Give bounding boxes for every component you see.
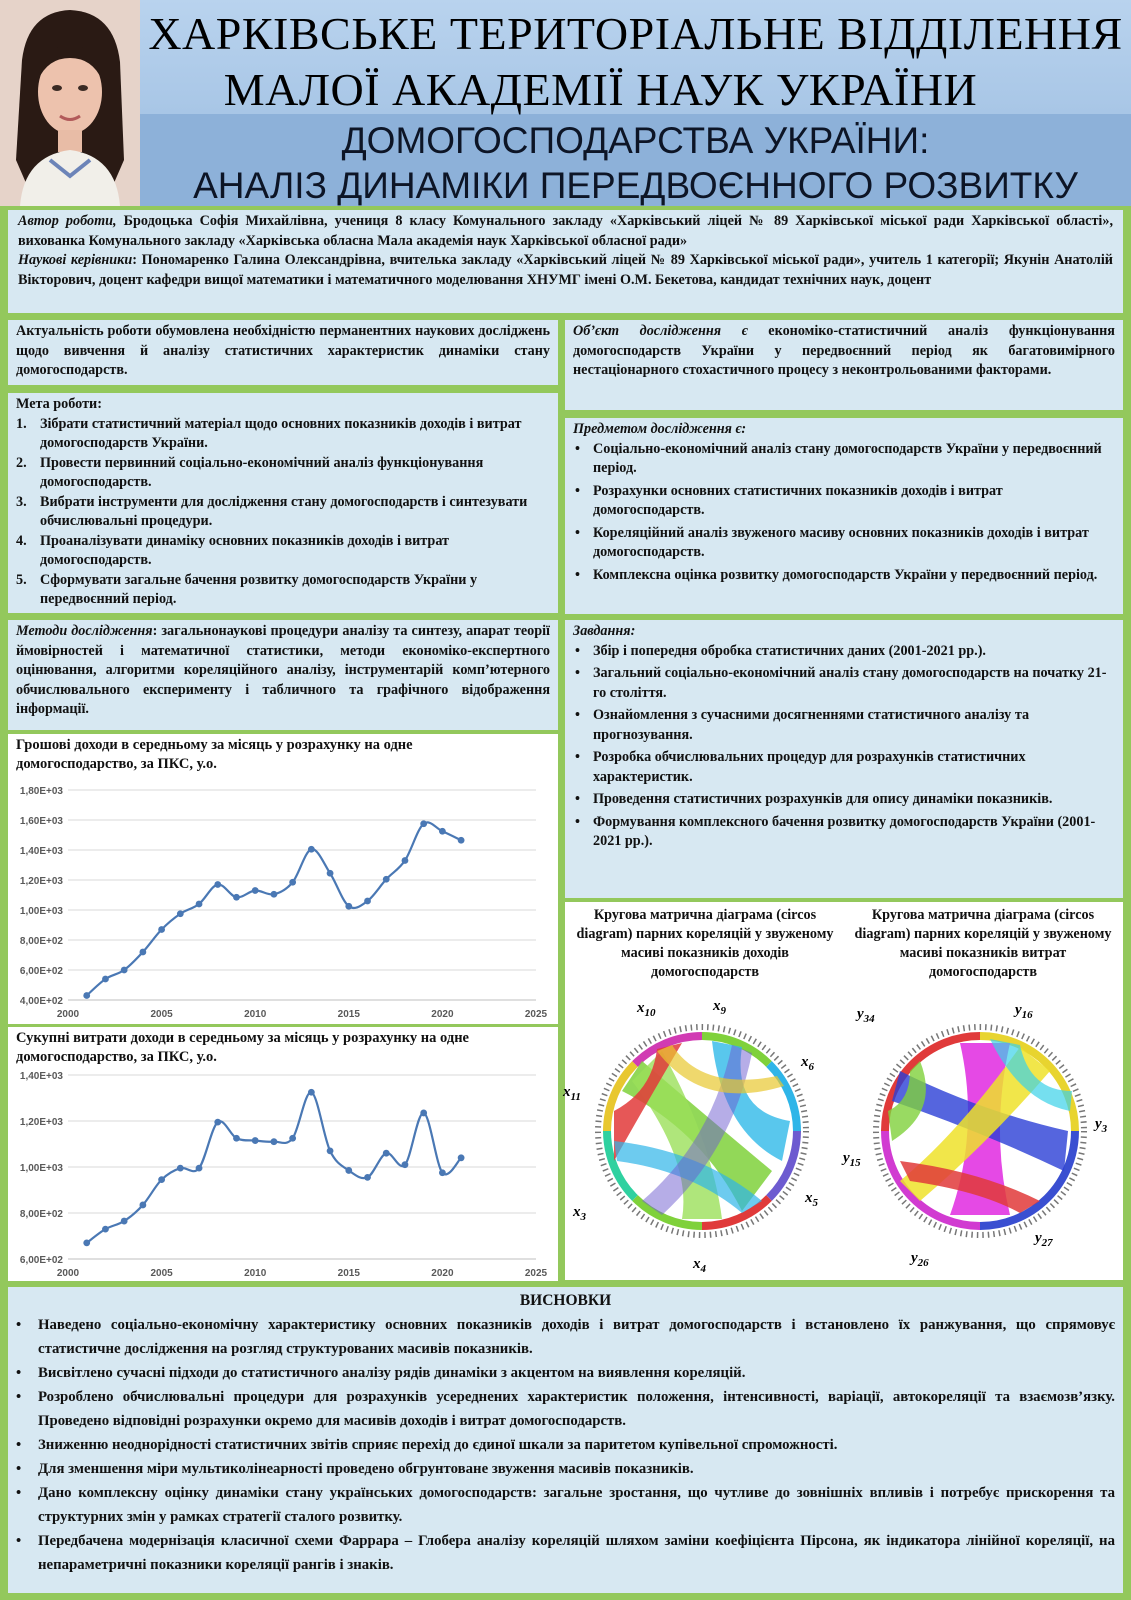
methods-text: : загальнонаукові процедури аналізу та синтезу, апарат теорії ймовірностей і математичної статистики, методи економіко-експертного оцінювання, алгоритми кореляційного аналізу, інструментарій комп’ютерного обчислювального експерименту і табличного та графічного відображення інформації. <box>16 623 550 717</box>
data-point <box>196 901 203 908</box>
data-point <box>439 1169 446 1176</box>
y-tick-label: 6,00E+02 <box>19 1255 63 1266</box>
goal-panel <box>8 393 558 613</box>
data-point <box>158 1176 165 1183</box>
data-point <box>102 1226 109 1233</box>
data-point <box>121 1218 128 1225</box>
x-tick-label: 2010 <box>244 1009 267 1020</box>
relevance-panel <box>8 320 558 385</box>
y-tick-label: 8,00E+02 <box>19 1209 63 1220</box>
data-point <box>402 857 409 864</box>
project-title-line1: ДОМОГОСПОДАРСТВА УКРАЇНИ: <box>341 120 930 161</box>
circos-label-x11: $x_{11}$ <box>563 1084 581 1103</box>
goal-item-text: Проаналізувати динаміку основних показників доходів і витрат домогосподарств. <box>40 532 450 568</box>
data-point <box>458 837 465 844</box>
data-point <box>439 828 446 835</box>
data-point <box>345 903 352 910</box>
object-label: Об’єкт дослідження є <box>573 323 748 339</box>
x-tick-label: 2015 <box>337 1268 360 1279</box>
supervisors-label: Наукові керівники <box>18 252 133 268</box>
circos-panel <box>565 902 1123 1280</box>
x-tick-label: 2000 <box>56 1268 80 1279</box>
data-point <box>364 898 371 905</box>
goal-item-text: Сформувати загальне бачення розвитку домогосподарств України у передвоєнний період. <box>40 571 478 607</box>
subject-panel <box>565 418 1123 614</box>
circos-label-x4: $x_4$ <box>693 1256 706 1275</box>
circos-label-x9: $x_9$ <box>713 998 726 1017</box>
y-tick-label: 1,40E+03 <box>19 846 63 857</box>
conclusion-item: • Для зменшення міри мультиколінеарності проведено обгрунтоване звуження масивів показників. <box>16 1457 1115 1481</box>
data-point <box>214 1119 221 1126</box>
methods-panel <box>8 620 558 730</box>
tasks-list <box>573 642 1115 852</box>
task-item: • Проведення статистичних розрахунків для опису динаміки показників. <box>573 790 1115 810</box>
data-point <box>158 926 165 933</box>
data-point <box>364 1174 371 1181</box>
task-item: • Розробка обчислювальних процедур для розрахунків статистичних характеристик. <box>573 748 1115 787</box>
subject-item: • Розрахунки основних статистичних показників доходів і витрат домогосподарств. <box>573 482 1115 521</box>
object-panel <box>565 320 1123 410</box>
data-point <box>83 1240 90 1247</box>
goal-item: 5. Сформувати загальне бачення розвитку домогосподарств України у передвоєнний період. <box>16 571 478 607</box>
x-tick-label: 2025 <box>524 1009 548 1020</box>
y-tick-label: 1,80E+03 <box>19 786 63 797</box>
expenses-line-chart <box>8 1067 558 1281</box>
circos-label-x5: $x_5$ <box>805 1190 818 1209</box>
tasks-panel <box>565 620 1123 898</box>
data-point <box>420 820 427 827</box>
data-point <box>420 1110 427 1117</box>
circos-label-x10: $x_{10}$ <box>637 1000 656 1019</box>
conclusion-item: • Розроблено обчислювальні процедури для розрахунків усереднених характеристик положення, інтенсивності, варіації, автокореляції та взаємозв’язку. Проведено відповідні розрахунки окремо для масивів доходів і витрат домогосподарств. <box>16 1385 1115 1433</box>
income-chart-panel <box>8 734 558 1024</box>
goal-item-text: Зібрати статистичний матеріал щодо основних показників доходів і витрат домогосподарств України. <box>40 415 522 451</box>
conclusion-item: • Висвітлено сучасні підходи до статистичного аналізу рядів динаміки з акцентом на виявлення кореляцій. <box>16 1361 1115 1385</box>
x-tick-label: 2020 <box>431 1009 454 1020</box>
goal-item: 2. Провести первинний соціально-економічний аналіз функціонування домогосподарств. <box>16 454 484 490</box>
conclusion-item: • Дано комплексну оцінку динаміки стану українських домогосподарств: загальне зростання, що чутливе до зовнішніх впливів і потребує прискорення та структурних змін у рамках стратегії сталого розвитку. <box>16 1481 1115 1529</box>
project-title-line2: АНАЛІЗ ДИНАМІКИ ПЕРЕДВОЄННОГО РОЗВИТКУ <box>193 165 1078 206</box>
circos-label-y3: $y_3$ <box>1095 1116 1108 1135</box>
circos-income-title: Кругова матрична діаграма (circos diagram) парних кореляцій у звуженому масиві показників доходів домогосподарств <box>576 907 834 980</box>
y-tick-label: 1,00E+03 <box>19 906 63 917</box>
subject-item: • Комплексна оцінка розвитку домогосподарств України у передвоєнний період. <box>573 566 1115 586</box>
subject-title: Предметом дослідження є: <box>573 421 747 437</box>
object-text: економіко-статистичний аналіз функціонування домогосподарств України у передвоєнний період як багатовимірного нестаціонарного стохастичного процесу з неконтрольованими факторами. <box>573 323 1115 378</box>
conclusion-item: • Зниженню неоднорідності статистичних звітів сприяє перехід до єдиної шкали за паритетом купівельної спроможності. <box>16 1433 1115 1457</box>
organization-title-line1: ХАРКІВСЬКЕ ТЕРИТОРІАЛЬНЕ ВІДДІЛЕННЯ <box>148 8 1123 59</box>
goal-title: Мета роботи: <box>16 396 102 412</box>
data-point <box>289 879 296 886</box>
poster-header <box>0 0 1131 206</box>
circos-label-y26: $y_{26}$ <box>911 1250 929 1269</box>
conclusion-item: • Наведено соціально-економічну характеристику основних показників доходів і витрат домогосподарств і встановлено їх ранжування, що спрямовує статистичне дослідження на розгляд структурованих масивів показників. <box>16 1313 1115 1361</box>
income-chart-title: Грошові доходи в середньому за місяць у розрахунку на одне домогосподарство, за ПКС, у.о. <box>16 737 413 772</box>
data-point <box>252 887 259 894</box>
data-point <box>121 967 128 974</box>
income-line-chart <box>8 782 558 1022</box>
data-point <box>327 1148 334 1155</box>
data-point <box>233 894 240 901</box>
supervisors-text: : Пономаренко Галина Олександрівна, вчителька закладу «Харківський ліцей № 89 Харківської міської ради», учитель 1 категорії; Якунін Анатолій Вікторович, доцент кафедри вищої математики і математичного моделювання ХНУМГ імені О.М. Бекетова, кандидат технічних наук, доцент <box>18 252 1113 288</box>
goal-item: 3. Вибрати інструменти для дослідження стану домогосподарств і синтезувати обчислювальні процедури. <box>16 493 528 529</box>
tasks-title: Завдання: <box>573 623 636 639</box>
x-tick-label: 2020 <box>431 1268 454 1279</box>
task-item: • Ознайомлення з сучасними досягненнями статистичного аналізу та прогнозування. <box>573 706 1115 745</box>
expenses-chart-panel <box>8 1027 558 1281</box>
data-point <box>102 976 109 983</box>
expenses-chart-title: Сукупні витрати доходи в середньому за місяць у розрахунку на одне домогосподарство, за ПКС, у.о. <box>16 1030 469 1065</box>
data-point <box>177 1165 184 1172</box>
data-point <box>402 1161 409 1168</box>
authors-panel <box>8 210 1123 313</box>
subject-item: • Соціально-економічний аналіз стану домогосподарств України у передвоєнний період. <box>573 440 1115 479</box>
data-point <box>271 891 278 898</box>
data-point <box>214 881 221 888</box>
goal-item-text: Провести первинний соціально-економічний аналіз функціонування домогосподарств. <box>40 454 484 490</box>
data-point <box>177 910 184 917</box>
task-item: • Загальний соціально-економічний аналіз стану домогосподарств на початку 21-го століття. <box>573 664 1115 703</box>
x-tick-label: 2010 <box>244 1268 267 1279</box>
y-tick-label: 1,20E+03 <box>19 1117 63 1128</box>
data-point <box>289 1135 296 1142</box>
y-tick-label: 6,00E+02 <box>19 966 63 977</box>
data-point <box>383 876 390 883</box>
task-item: • Формування комплексного бачення розвитку домогосподарств України (2001-2021 рр.). <box>573 813 1115 852</box>
goal-item-text: Вибрати інструменти для дослідження стану домогосподарств і синтезувати обчислювальні процедури. <box>40 493 528 529</box>
circos-expenses-title: Кругова матрична діаграма (circos diagram) парних кореляцій у звуженому масиві показників витрат домогосподарств <box>854 907 1112 980</box>
author-text: Бродоцька Софія Михайлівна, учениця 8 класу Комунального закладу «Харківський ліцей № 89 Харківської міської ради Харківської області», вихованка Комунального закладу «Харківська обласна Мала академія наук Харківської обласної ради» <box>18 213 1114 249</box>
author-photo <box>0 0 140 206</box>
project-title <box>140 118 1131 208</box>
data-point <box>233 1135 240 1142</box>
x-tick-label: 2000 <box>56 1009 80 1020</box>
x-tick-label: 2005 <box>150 1009 173 1020</box>
data-point <box>252 1137 259 1144</box>
y-tick-label: 4,00E+02 <box>19 996 63 1007</box>
subject-item: • Кореляційний аналіз звуженого масиву основних показників доходів і витрат домогосподарств. <box>573 524 1115 563</box>
x-tick-label: 2005 <box>150 1268 173 1279</box>
circos-income-diagram <box>563 986 837 1275</box>
data-point <box>327 870 334 877</box>
circos-label-y15: $y_{15}$ <box>843 1150 861 1169</box>
data-point <box>308 1089 315 1096</box>
data-point <box>196 1165 203 1172</box>
data-point <box>308 846 315 853</box>
data-point <box>458 1154 465 1161</box>
circos-label-y27: $y_{27}$ <box>1035 1230 1053 1249</box>
circos-label-x6: $x_6$ <box>801 1054 814 1073</box>
organization-title <box>140 6 1131 118</box>
goal-item: 1. Зібрати статистичний матеріал щодо основних показників доходів і витрат домогосподарств України. <box>16 415 522 451</box>
goal-item: 4. Проаналізувати динаміку основних показників доходів і витрат домогосподарств. <box>16 532 450 568</box>
data-point <box>139 1202 146 1209</box>
y-tick-label: 1,00E+03 <box>19 1163 63 1174</box>
x-tick-label: 2025 <box>524 1268 548 1279</box>
author-label: Автор роботи, <box>18 213 117 229</box>
relevance-text: Актуальність роботи обумовлена необхідністю перманентних наукових досліджень щодо вивчення й аналізу статистичних характеристик динаміки стану домогосподарств. <box>16 323 550 378</box>
conclusions-list <box>16 1313 1115 1577</box>
subject-list <box>573 440 1115 586</box>
methods-label: Методи дослідження <box>16 623 153 639</box>
conclusions-panel <box>8 1287 1123 1593</box>
conclusions-title: ВИСНОВКИ <box>519 1292 612 1309</box>
circos-label-x3: $x_3$ <box>573 1204 586 1223</box>
data-point <box>345 1167 352 1174</box>
x-tick-label: 2015 <box>337 1009 360 1020</box>
circos-label-y34: $y_{34}$ <box>857 1006 875 1025</box>
y-tick-label: 8,00E+02 <box>19 936 63 947</box>
data-point <box>139 949 146 956</box>
y-tick-label: 1,20E+03 <box>19 876 63 887</box>
organization-title-line2: МАЛОЇ АКАДЕМІЇ НАУК УКРАЇНИ <box>223 64 978 115</box>
task-item: • Збір і попередня обробка статистичних даних (2001-2021 рр.). <box>573 642 1115 662</box>
circos-expenses-diagram <box>845 986 1123 1271</box>
circos-label-y16: $y_{16}$ <box>1015 1002 1033 1021</box>
data-point <box>83 992 90 999</box>
y-tick-label: 1,60E+03 <box>19 816 63 827</box>
y-tick-label: 1,40E+03 <box>19 1071 63 1082</box>
conclusion-item: • Передбачена модернізація класичної схеми Фаррара – Глобера аналізу кореляцій шляхом заміни коефіцієнта Пірсона, як індикатора лінійної кореляції, на непараметричні показники кореляції рангів і знаків. <box>16 1529 1115 1577</box>
data-point <box>271 1138 278 1145</box>
data-point <box>383 1150 390 1157</box>
goal-list <box>16 415 550 610</box>
